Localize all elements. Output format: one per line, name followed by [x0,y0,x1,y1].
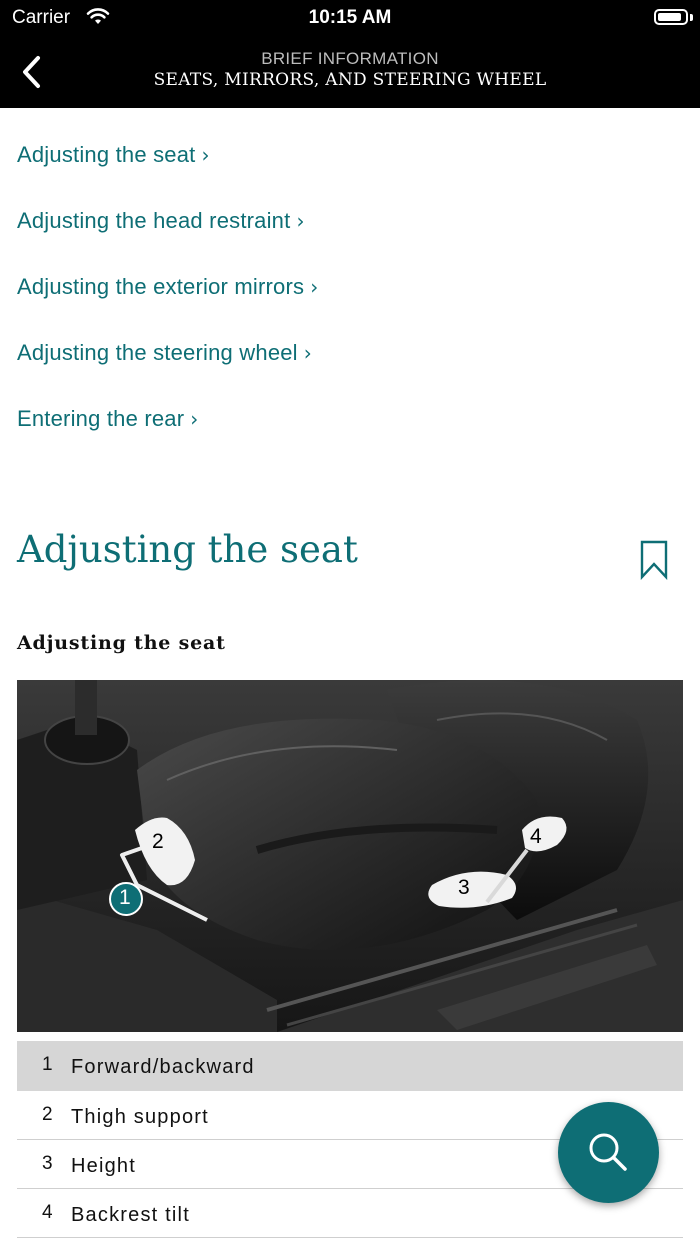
link-exterior-mirrors[interactable] [17,270,318,336]
section-title: Adjusting the seat [17,528,358,571]
callout-3: 3 [458,876,470,899]
legend-number: 3 [42,1153,53,1174]
callout-4: 4 [530,825,542,848]
link-label: Entering the rear [17,406,185,431]
chevron-right-icon: › [296,209,305,233]
chevron-right-icon: › [201,143,210,167]
seat-illustration [17,680,683,1032]
legend-text: Backrest tilt [71,1204,190,1226]
link-head-restraint[interactable] [17,204,318,270]
carrier-label: Carrier [12,7,71,28]
bookmark-icon [640,540,668,580]
link-steering-wheel[interactable] [17,336,318,402]
nav-title: SEATS, MIRRORS, AND STEERING WHEEL [153,70,547,90]
status-bar [0,0,700,36]
search-button[interactable] [558,1102,659,1203]
link-label: Adjusting the steering wheel [17,340,298,365]
battery-fill [658,13,681,21]
legend-text: Forward/backward [71,1056,255,1078]
legend-text: Height [71,1155,137,1177]
nav-bar [0,36,700,108]
link-adjusting-seat[interactable] [17,138,318,204]
search-icon [558,1102,659,1203]
link-label: Adjusting the seat [17,142,196,167]
callout-1: 1 [119,886,131,909]
bookmark-button[interactable] [640,540,668,580]
topic-links [17,138,318,468]
legend-number: 4 [42,1202,53,1223]
clock: 10:15 AM [308,7,392,28]
battery-cap [690,14,693,21]
legend-number: 2 [42,1104,53,1125]
chevron-right-icon: › [310,275,319,299]
chevron-right-icon: › [303,341,312,365]
chevron-right-icon: › [190,407,199,431]
link-entering-rear[interactable] [17,402,318,468]
callout-2: 2 [152,830,164,853]
link-label: Adjusting the head restraint [17,208,291,233]
legend-row [17,1041,683,1091]
legend-text: Thigh support [71,1106,209,1128]
figure-heading: Adjusting the seat [17,632,226,654]
battery-icon [654,9,688,25]
legend-number: 1 [42,1054,53,1075]
link-label: Adjusting the exterior mirrors [17,274,305,299]
nav-subtitle: BRIEF INFORMATION [261,49,439,68]
seat-drawing [17,680,683,1032]
